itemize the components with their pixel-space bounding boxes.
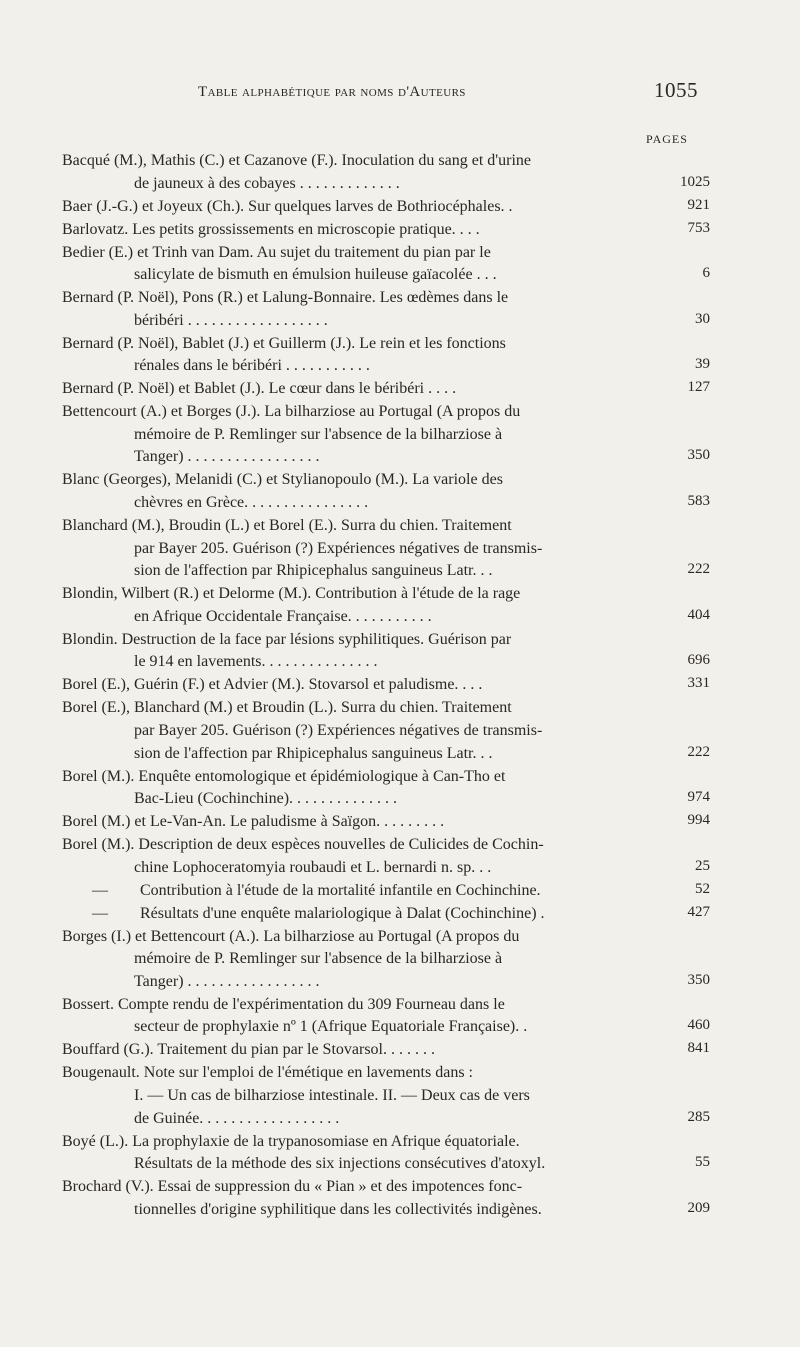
entry-text: Blanc (Georges), Melanidi (C.) et Stylianopoulo (M.). La variole des xyxy=(62,471,503,489)
pages-column-label: PAGES xyxy=(646,132,688,146)
index-entry xyxy=(62,766,710,811)
entry-text: salicylate de bismuth en émulsion huileuse gaïacolée . . . xyxy=(134,266,497,284)
index-entry xyxy=(62,242,710,287)
index-entry xyxy=(62,333,710,378)
page-reference: 25 xyxy=(695,857,710,874)
entry-line xyxy=(62,469,654,492)
entry-text: sion de l'affection par Rhipicephalus sanguineus Latr. . . xyxy=(134,744,493,762)
entry-line xyxy=(62,401,654,424)
index-entry xyxy=(62,583,710,628)
entry-line xyxy=(62,651,654,674)
entry-line xyxy=(62,606,654,629)
index-entry xyxy=(62,834,710,879)
entry-text: par Bayer 205. Guérison (?) Expériences négatives de transmis- xyxy=(134,721,543,739)
author-index-list xyxy=(62,150,710,1222)
entry-line xyxy=(62,811,654,834)
entry-text: chine Lophoceratomyia roubaudi et L. bernardi n. sp. . . xyxy=(134,858,492,876)
page-number: 1055 xyxy=(654,78,698,102)
index-entry xyxy=(62,287,710,332)
entry-text: Bedier (E.) et Trinh van Dam. Au sujet du traitement du pian par le xyxy=(62,243,491,261)
entry-text: Tanger) . . . . . . . . . . . . . . . . . xyxy=(134,448,320,466)
entry-text: Borel (E.), Blanchard (M.) et Broudin (L.). Surra du chien. Traitement xyxy=(62,699,512,717)
page-reference: 841 xyxy=(687,1040,710,1057)
entry-text: sion de l'affection par Rhipicephalus sanguineus Latr. . . xyxy=(134,562,493,580)
entry-text: par Bayer 205. Guérison (?) Expériences négatives de transmis- xyxy=(134,539,543,557)
entry-text: Bouffard (G.). Traitement du pian par le Stovarsol. . . . . . . xyxy=(62,1041,435,1059)
entry-text: Contribution à l'étude de la mortalité infantile en Cochinchine. xyxy=(140,881,541,899)
entry-line xyxy=(62,948,654,971)
entry-line xyxy=(62,287,654,310)
page-reference: 30 xyxy=(695,310,710,327)
page-reference: 974 xyxy=(687,789,710,806)
entry-text: I. — Un cas de bilharziose intestinale. II. — Deux cas de vers xyxy=(134,1086,530,1104)
entry-line xyxy=(62,994,654,1017)
entry-line xyxy=(62,674,654,697)
entry-line xyxy=(62,1153,654,1176)
entry-text: en Afrique Occidentale Française. . . . . . . . . . . xyxy=(134,607,432,625)
index-entry xyxy=(62,811,710,834)
entry-line xyxy=(62,926,654,949)
entry-text: Blanchard (M.), Broudin (L.) et Borel (E.). Surra du chien. Traitement xyxy=(62,517,512,535)
index-entry xyxy=(62,629,710,674)
entry-line xyxy=(62,697,654,720)
entry-line xyxy=(62,196,654,219)
index-entry xyxy=(62,469,710,514)
entry-text: de jauneux à des cobayes . . . . . . . . . . . . . xyxy=(134,174,400,192)
entry-line xyxy=(62,1039,654,1062)
index-entry xyxy=(62,926,710,994)
entry-text: Borel (E.), Guérin (F.) et Advier (M.). Stovarsol et paludisme. . . . xyxy=(62,676,483,694)
entry-line xyxy=(62,538,654,561)
entry-line xyxy=(62,629,654,652)
entry-text: Résultats d'une enquête malariologique à Dalat (Cochinchine) . xyxy=(140,904,545,922)
entry-text: Bossert. Compte rendu de l'expérimentation du 309 Fourneau dans le xyxy=(62,995,505,1013)
entry-text: Tanger) . . . . . . . . . . . . . . . . . xyxy=(134,972,320,990)
page-reference: 350 xyxy=(687,971,710,988)
page-reference: 127 xyxy=(687,379,710,396)
entry-text: Bac-Lieu (Cochinchine). . . . . . . . . . . . . . xyxy=(134,790,398,808)
page-reference: 696 xyxy=(687,652,710,669)
entry-line xyxy=(62,310,654,333)
page-reference: 39 xyxy=(695,356,710,373)
entry-line xyxy=(62,1199,654,1222)
entry-line xyxy=(62,333,654,356)
entry-text: Blondin, Wilbert (R.) et Delorme (M.). Contribution à l'étude de la rage xyxy=(62,585,521,603)
entry-text: Brochard (V.). Essai de suppression du « Pian » et des impotences fonc- xyxy=(62,1178,523,1196)
entry-text: béribéri . . . . . . . . . . . . . . . . . . xyxy=(134,311,328,329)
entry-text: Bettencourt (A.) et Borges (J.). La bilharziose au Portugal (A propos du xyxy=(62,403,521,421)
page-reference: 331 xyxy=(687,675,710,692)
entry-text: Baer (J.-G.) et Joyeux (Ch.). Sur quelques larves de Bothriocéphales. . xyxy=(62,197,513,215)
page-reference: 55 xyxy=(695,1154,710,1171)
entry-text: le 914 en lavements. . . . . . . . . . . . . . . xyxy=(134,653,378,671)
index-entry xyxy=(62,1176,710,1221)
entry-line xyxy=(62,720,654,743)
index-entry xyxy=(62,401,710,469)
page-reference: 583 xyxy=(687,493,710,510)
entry-text: chèvres en Grèce. . . . . . . . . . . . . . . . xyxy=(134,494,369,512)
entry-text: Bernard (P. Noël), Pons (R.) et Lalung-Bonnaire. Les œdèmes dans le xyxy=(62,289,509,307)
page-reference: 427 xyxy=(687,903,710,920)
entry-line xyxy=(62,424,654,447)
entry-line xyxy=(62,1016,654,1039)
index-entry xyxy=(62,378,710,401)
entry-text: Bernard (P. Noël) et Bablet (J.). Le cœur dans le béribéri . . . . xyxy=(62,380,457,398)
index-entry xyxy=(62,1131,710,1176)
index-entry xyxy=(62,697,710,765)
entry-line xyxy=(62,766,654,789)
ditto-dash: — xyxy=(92,881,108,899)
entry-line xyxy=(62,515,654,538)
entry-text: Borel (M.). Description de deux espèces nouvelles de Culicides de Cochin- xyxy=(62,836,544,854)
page-reference: 222 xyxy=(687,743,710,760)
index-entry xyxy=(62,880,710,903)
index-entry xyxy=(62,219,710,242)
entry-line xyxy=(62,971,654,994)
entry-text: Barlovatz. Les petits grossissements en microscopie pratique. . . . xyxy=(62,220,480,238)
page-reference: 285 xyxy=(687,1108,710,1125)
index-entry xyxy=(62,994,710,1039)
page-reference: 209 xyxy=(687,1199,710,1216)
index-entry xyxy=(62,903,710,926)
entry-line xyxy=(62,1108,654,1131)
entry-line xyxy=(62,378,654,401)
index-entry xyxy=(62,515,710,583)
entry-line xyxy=(62,242,654,265)
page-reference: 460 xyxy=(687,1017,710,1034)
page-reference: 404 xyxy=(687,606,710,623)
index-entry xyxy=(62,196,710,219)
index-entry xyxy=(62,150,710,195)
entry-line xyxy=(62,857,654,880)
index-entry xyxy=(62,1062,710,1130)
index-entry xyxy=(62,674,710,697)
page-reference: 6 xyxy=(702,265,710,282)
entry-text: de Guinée. . . . . . . . . . . . . . . . . . xyxy=(134,1109,340,1127)
entry-line xyxy=(62,880,654,903)
entry-line xyxy=(62,446,654,469)
entry-text: rénales dans le béribéri . . . . . . . . . . . xyxy=(134,357,370,375)
entry-text: Résultats de la méthode des six injections consécutives d'atoxyl. xyxy=(134,1155,546,1173)
page-reference: 222 xyxy=(687,561,710,578)
entry-text: Borel (M.) et Le-Van-An. Le paludisme à Saïgon. . . . . . . . . xyxy=(62,813,445,831)
entry-line xyxy=(62,1085,654,1108)
entry-text: Borges (I.) et Bettencourt (A.). La bilharziose au Portugal (A propos du xyxy=(62,927,520,945)
entry-text: Bacqué (M.), Mathis (C.) et Cazanove (F.). Inoculation du sang et d'urine xyxy=(62,152,532,169)
entry-text: Borel (M.). Enquête entomologique et épidémiologique à Can-Tho et xyxy=(62,767,506,785)
page-reference: 994 xyxy=(687,812,710,829)
index-entry xyxy=(62,1039,710,1062)
page-reference: 1025 xyxy=(680,173,710,190)
entry-text: mémoire de P. Remlinger sur l'absence de la bilharziose à xyxy=(134,425,503,443)
entry-line xyxy=(62,1062,654,1085)
entry-line xyxy=(62,173,654,196)
entry-line xyxy=(62,788,654,811)
entry-text: Bougenault. Note sur l'emploi de l'émétique en lavements dans : xyxy=(62,1064,473,1082)
entry-line xyxy=(62,583,654,606)
entry-text: secteur de prophylaxie nº 1 (Afrique Equatoriale Française). . xyxy=(134,1018,528,1036)
entry-line xyxy=(62,355,654,378)
running-header: Table alphabétique par noms d'Auteurs xyxy=(198,84,466,100)
entry-line xyxy=(62,264,654,287)
entry-line xyxy=(62,1176,654,1199)
entry-line xyxy=(62,834,654,857)
entry-line xyxy=(62,150,654,173)
page-reference: 52 xyxy=(695,880,710,897)
entry-text: Boyé (L.). La prophylaxie de la trypanosomiase en Afrique équatoriale. xyxy=(62,1132,520,1150)
page-reference: 753 xyxy=(687,219,710,236)
page-reference: 921 xyxy=(687,196,710,213)
entry-line xyxy=(62,903,654,926)
entry-line xyxy=(62,492,654,515)
entry-line xyxy=(62,1131,654,1154)
entry-text: Blondin. Destruction de la face par lésions syphilitiques. Guérison par xyxy=(62,630,512,648)
page-reference: 350 xyxy=(687,447,710,464)
ditto-dash: — xyxy=(92,904,108,922)
entry-line xyxy=(62,560,654,583)
entry-line xyxy=(62,743,654,766)
entry-text: tionnelles d'origine syphilitique dans les collectivités indigènes. xyxy=(134,1200,542,1218)
entry-text: mémoire de P. Remlinger sur l'absence de la bilharziose à xyxy=(134,950,503,968)
entry-line xyxy=(62,219,654,242)
entry-text: Bernard (P. Noël), Bablet (J.) et Guillerm (J.). Le rein et les fonctions xyxy=(62,334,506,352)
